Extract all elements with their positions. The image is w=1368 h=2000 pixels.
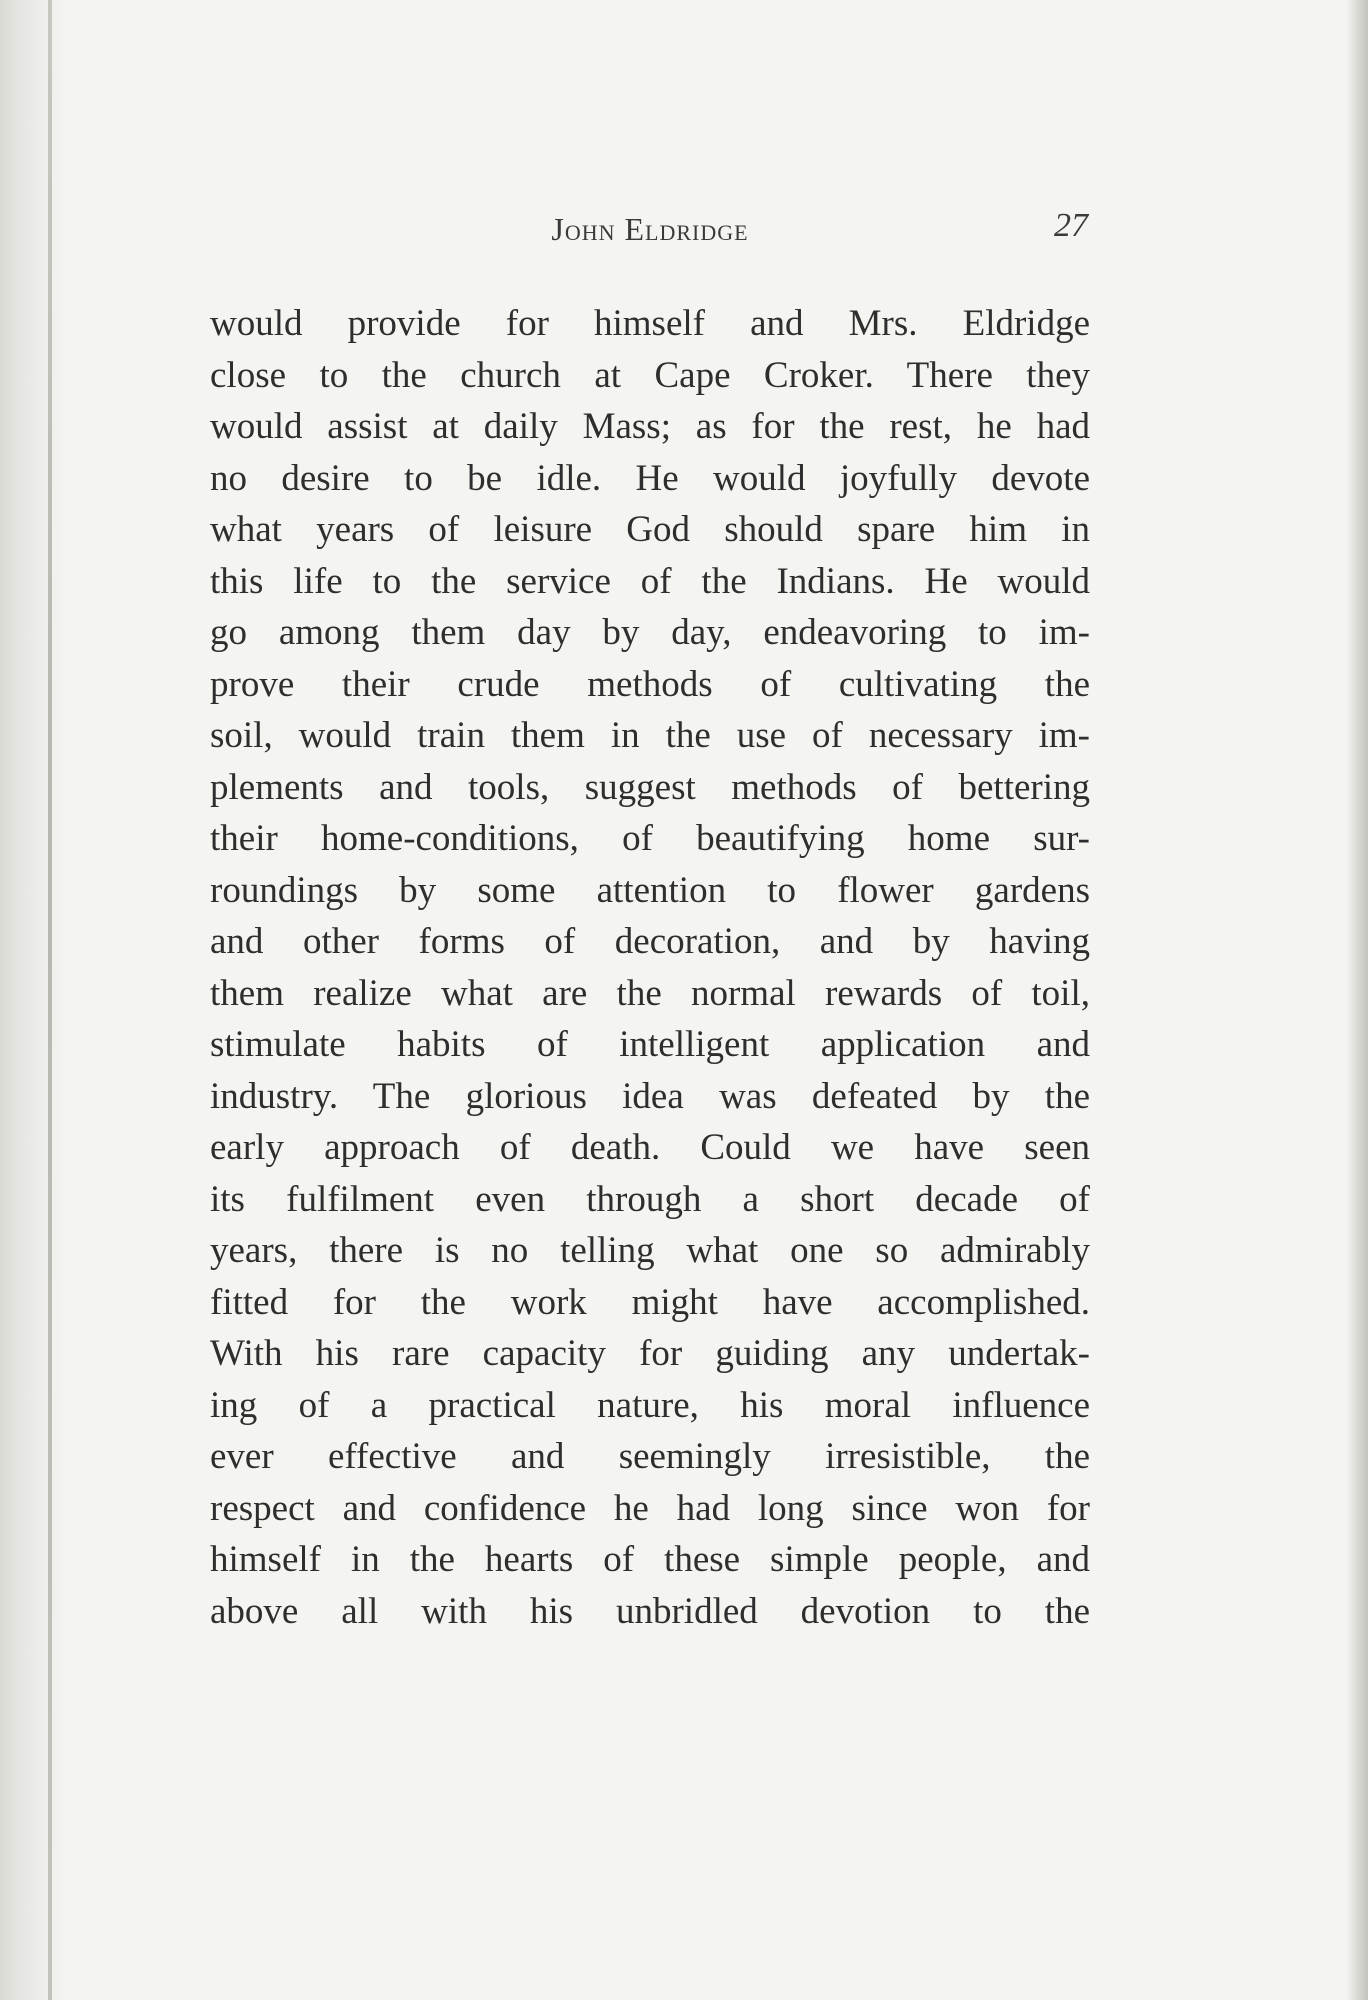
- text-line: With his rare capacity for guiding any undertak-: [210, 1333, 1090, 1374]
- text-line: ever effective and seemingly irresistible, the: [210, 1436, 1090, 1477]
- text-line: them realize what are the normal rewards of toil,: [210, 972, 1090, 1014]
- page-binding-line: [48, 0, 52, 2000]
- page-binding-shadow: [0, 0, 70, 2000]
- page-number: 27: [1054, 207, 1088, 244]
- text-line: go among them day by day, endeavoring to im-: [210, 612, 1090, 653]
- text-line: close to the church at Cape Croker. There they: [210, 354, 1090, 396]
- text-line: soil, would train them in the use of necessary im-: [210, 715, 1090, 756]
- running-head: John Eldridge: [551, 211, 749, 247]
- text-line: stimulate habits of intelligent application and: [210, 1024, 1090, 1065]
- text-line: roundings by some attention to flower gardens: [210, 869, 1090, 911]
- text-line: what years of leisure God should spare him in: [210, 509, 1090, 550]
- text-line: industry. The glorious idea was defeated by the: [210, 1075, 1090, 1117]
- text-line: years, there is no telling what one so admirably: [210, 1230, 1090, 1271]
- text-line: early approach of death. Could we have seen: [210, 1127, 1090, 1168]
- text-line: above all with his unbridled devotion to the: [210, 1590, 1090, 1632]
- text-line: prove their crude methods of cultivating the: [210, 663, 1090, 705]
- text-line: would assist at daily Mass; as for the rest, he had: [210, 406, 1090, 447]
- text-line: and other forms of decoration, and by having: [210, 921, 1090, 962]
- page-right-edge: [1346, 0, 1368, 2000]
- text-line: ing of a practical nature, his moral influence: [210, 1384, 1090, 1426]
- text-line: would provide for himself and Mrs. Eldridge: [210, 303, 1090, 344]
- text-line: no desire to be idle. He would joyfully devote: [210, 457, 1090, 499]
- text-line: respect and confidence he had long since won for: [210, 1487, 1090, 1529]
- body-text: [210, 298, 1090, 1637]
- page-header: [210, 205, 1090, 255]
- text-line: himself in the hearts of these simple people, and: [210, 1539, 1090, 1580]
- text-line: fitted for the work might have accomplished.: [210, 1281, 1090, 1323]
- text-line: its fulfilment even through a short decade of: [210, 1178, 1090, 1220]
- text-line: this life to the service of the Indians. He would: [210, 560, 1090, 602]
- text-line: their home-conditions, of beautifying home sur-: [210, 818, 1090, 859]
- text-line: plements and tools, suggest methods of bettering: [210, 766, 1090, 808]
